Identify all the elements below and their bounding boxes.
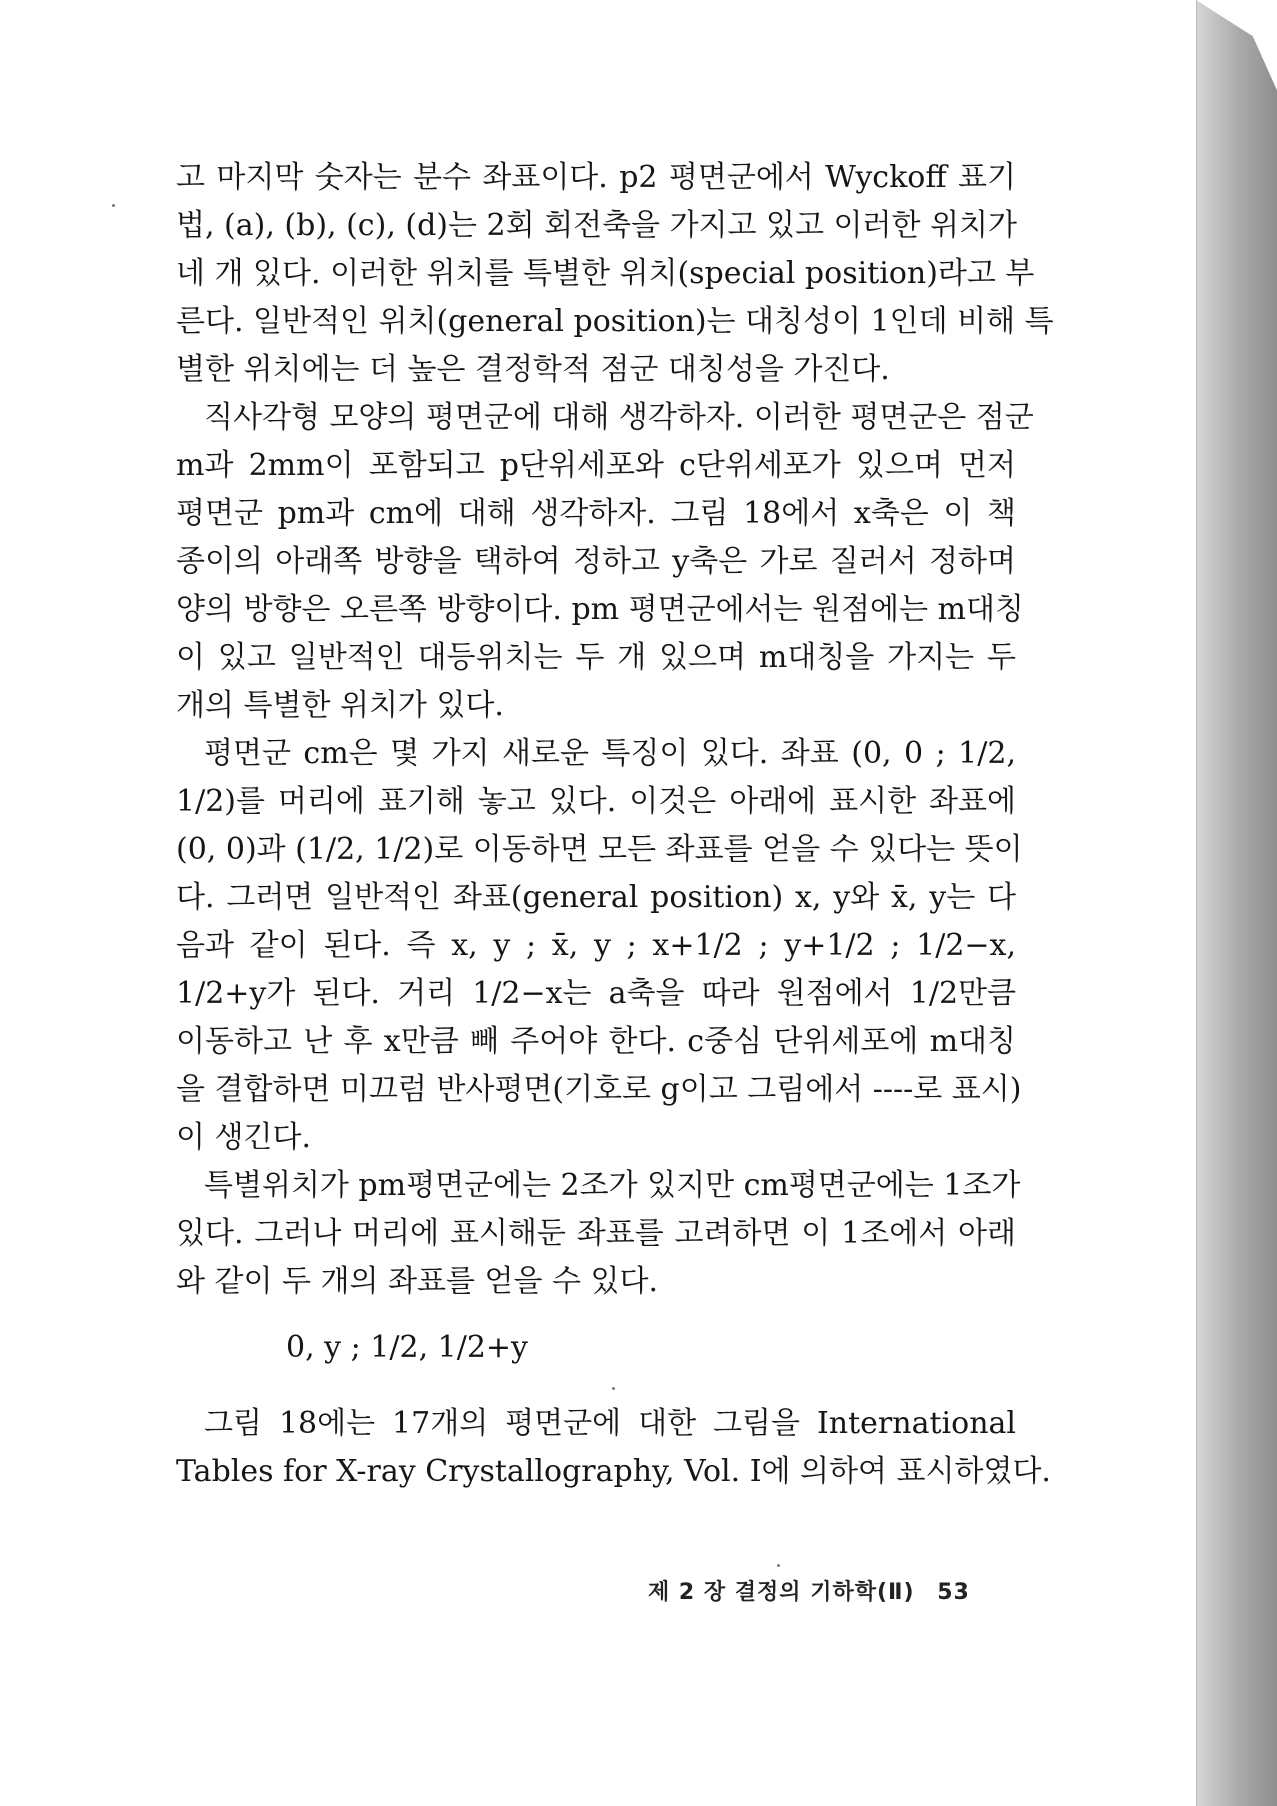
closing-line: Tables for X-ray Crystallography, Vol. I에 의하여 표시하였다. [176,1454,1051,1489]
body-line: 1/2+y가 된다. 거리 1/2−x는 a축을 따라 원점에서 1/2만큼 [176,976,1016,1011]
print-speck [112,204,115,207]
body-line: 이 있고 일반적인 대등위치는 두 개 있으며 m대칭을 가지는 두 [176,640,1016,675]
running-head: 제 2 장 결정의 기하학(Ⅱ) [648,1580,915,1605]
body-line: 법, (a), (b), (c), (d)는 2회 회전축을 가지고 있고 이러한 위치가 [176,208,1017,243]
print-speck [777,1564,780,1567]
coordinate-formula: 0, y ; 1/2, 1/2+y [286,1330,529,1365]
body-line: (0, 0)과 (1/2, 1/2)로 이동하면 모든 좌표를 얻을 수 있다는 뜻이 [176,832,1023,867]
body-line: 있다. 그러나 머리에 표시해둔 좌표를 고려하면 이 1조에서 아래 [176,1216,1016,1251]
body-line: 직사각형 모양의 평면군에 대해 생각하자. 이러한 평면군은 점군 [204,400,1034,435]
body-line: 와 같이 두 개의 좌표를 얻을 수 있다. [176,1264,659,1299]
page-edge [1196,0,1277,1806]
body-text [176,154,1054,1496]
closing-line: 그림 18에는 17개의 평면군에 대한 그림을 International [204,1406,1016,1441]
body-line: 양의 방향은 오른쪽 방향이다. pm 평면군에서는 원점에는 m대칭 [176,592,1024,627]
body-line: 이동하고 난 후 x만큼 빼 주어야 한다. c중심 단위세포에 m대칭 [176,1024,1016,1059]
body-line: 특별위치가 pm평면군에는 2조가 있지만 cm평면군에는 1조가 [204,1168,1021,1203]
body-line: 1/2)를 머리에 표기해 놓고 있다. 이것은 아래에 표시한 좌표에 [176,784,1016,819]
page-number: 53 [937,1580,970,1605]
print-speck [612,1387,615,1390]
body-line: m과 2mm이 포함되고 p단위세포와 c단위세포가 있으며 먼저 [176,448,1016,483]
page-footer [648,1575,988,1606]
body-line: 다. 그러면 일반적인 좌표(general position) x, y와 x̄, y는 다 [176,880,1016,915]
body-line: 른다. 일반적인 위치(general position)는 대칭성이 1인데 비해 특 [176,304,1054,339]
body-line: 개의 특별한 위치가 있다. [176,688,504,723]
body-line: 네 개 있다. 이러한 위치를 특별한 위치(special position)라고 부 [176,256,1035,291]
body-line: 종이의 아래쪽 방향을 택하여 정하고 y축은 가로 질러서 정하며 [176,544,1016,579]
body-line: 평면군 cm은 몇 가지 새로운 특징이 있다. 좌표 (0, 0 ; 1/2, [204,736,1016,771]
body-line: 음과 같이 된다. 즉 x, y ; x̄, y ; x+1/2 ; y+1/2 ; 1/2−x, [176,928,1016,963]
body-line: 이 생긴다. [176,1120,311,1155]
body-line: 별한 위치에는 더 높은 결정학적 점군 대칭성을 가진다. [176,352,890,387]
body-line: 을 결합하면 미끄럼 반사평면(기호로 g이고 그림에서 ----로 표시) [176,1072,1022,1107]
body-line: 평면군 pm과 cm에 대해 생각하자. 그림 18에서 x축은 이 책 [176,496,1016,531]
body-line: 고 마지막 숫자는 분수 좌표이다. p2 평면군에서 Wyckoff 표기 [176,160,1016,195]
